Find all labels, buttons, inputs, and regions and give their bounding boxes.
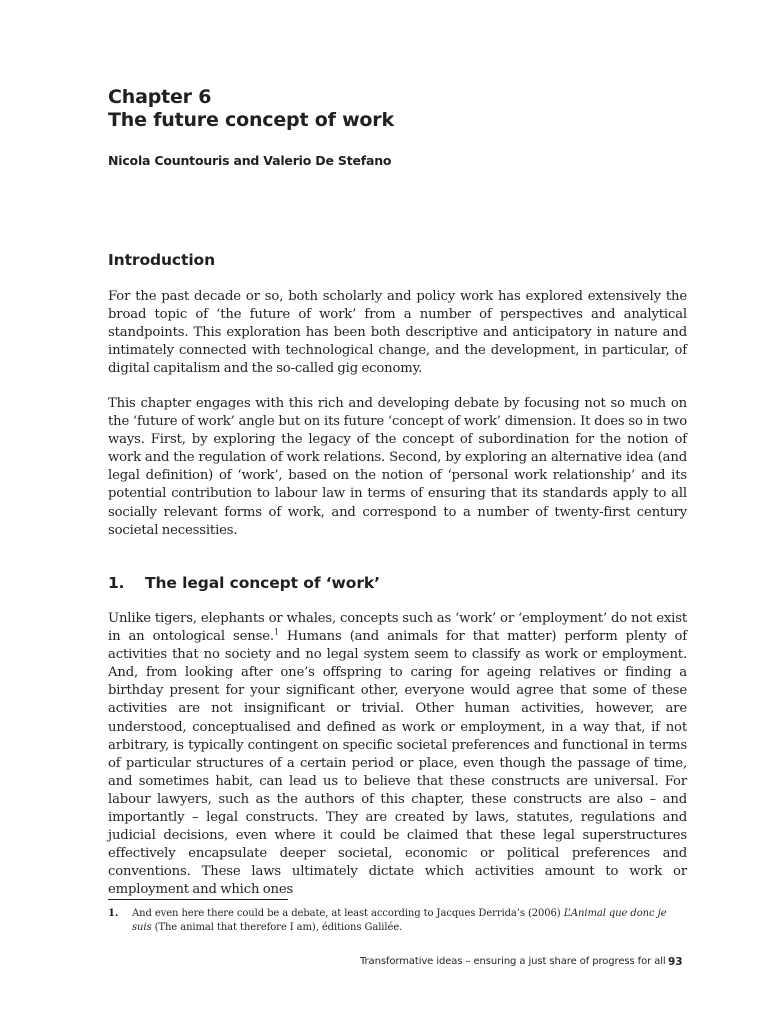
footnote-italic-title: L’Animal que donc je suis — [132, 908, 667, 933]
chapter-title: The future concept of work — [108, 109, 394, 131]
section-1-title: The legal concept of ‘work’ — [145, 574, 380, 592]
chapter-label: Chapter 6 — [108, 86, 212, 108]
section-1-paragraph-text-b: Humans (and animals for that matter) perform plenty of activities that no society and no legal system seem to classify as work or employment. And, from looking after one’s offspring to caring for ageing relatives or finding a birthday present for your significant other, everyone would agree that some of these activities are not insignificant or trivial. Other human activities, however, are understood, conceptualised and defined as work or employment, in a way that, if not arbitrary, is typically contingent on specific societal preferences and functional in terms of particular structures of a certain period or place, even though the passage of time, and sometimes habit, can lead us to believe that these constructs are universal. For labour lawyers, such as the authors of this chapter, these constructs are also – and importantly – legal constructs. They are created by laws, statutes, regulations and judicial decisions, even where it could be claimed that these legal superstructures effectively encapsulate deeper societal, economic or political preferences and conventions. These laws ultimately dictate which activities amount to work or employment and which ones — [108, 629, 687, 898]
section-1-number: 1. — [108, 574, 125, 592]
footnote-reference[interactable]: 1 — [273, 627, 279, 637]
chapter-authors: Nicola Countouris and Valerio De Stefano — [108, 153, 392, 168]
footnote-text-after: (The animal that therefore I am), éditions Galilée. — [151, 922, 403, 933]
footnote-divider — [108, 899, 288, 900]
introduction-paragraph-1: For the past decade or so, both scholarly and policy work has explored extensively the broad topic of ‘the future of work’ from a number of perspectives and analytical standpoints. This exploration has been both descriptive and anticipatory in nature and intimately connected with technological change, and the development, in particular, of digital capitalism and the so-called gig economy. — [108, 289, 687, 377]
introduction-heading: Introduction — [108, 251, 216, 269]
footnote-number: 1. — [108, 908, 119, 919]
section-1-paragraph — [108, 610, 687, 900]
page-number: 93 — [668, 956, 683, 968]
footnote — [108, 907, 687, 935]
footnote-text — [132, 907, 687, 935]
footnote-text-before: And even here there could be a debate, at least according to Jacques Derrida’s (2006) — [132, 908, 564, 919]
introduction-paragraph-2: This chapter engages with this rich and developing debate by focusing not so much on the ‘future of work’ angle but on its future ‘concept of work’ dimension. It does so in two ways. First, by exploring the legacy of the concept of subordination for the notion of work and the regulation of work relations. Second, by exploring an alternative idea (and legal definition) of ‘work’, based on the notion of ‘personal work relationship’ and its potential contribution to labour law in terms of ensuring that its standards apply to all socially relevant forms of work, and correspond to a number of twenty-first century societal necessities. — [108, 396, 687, 538]
chapter-header — [108, 86, 688, 132]
section-1-paragraph-text-a: Unlike tigers, elephants or whales, concepts such as ‘work’ or ‘employment’ do not exist in an ontological sense. — [108, 611, 687, 645]
running-footer-title: Transformative ideas – ensuring a just share of progress for all — [360, 956, 666, 967]
section-1-heading — [108, 573, 380, 593]
